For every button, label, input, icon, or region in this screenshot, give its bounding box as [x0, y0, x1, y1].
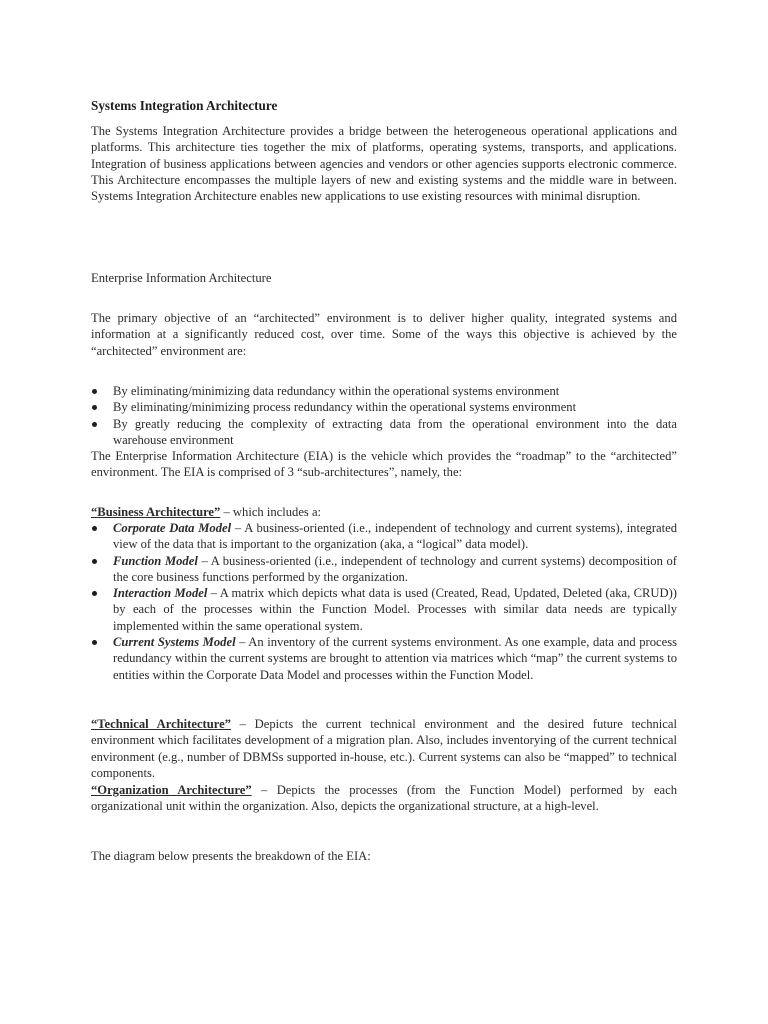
list-item: Current Systems Model – An inventory of the current systems environment. As one example, data and process redundancy within the current systems are brought to attention via matrices which “map” the current systems to entities within the Corporate Data Model and processes within the Function Model.	[91, 634, 677, 683]
bullet-icon	[92, 405, 97, 410]
list-item: Interaction Model – A matrix which depicts what data is used (Created, Read, Updated, Deleted (aka, CRUD)) by each of the processes within the Function Model. Processes with similar data needs are typically implemented within the same operational system.	[91, 585, 677, 634]
business-architecture-term: “Business Architecture”	[91, 505, 221, 519]
section-title-systems-integration: Systems Integration Architecture	[91, 98, 278, 113]
current-systems-model-term: Current Systems Model	[113, 635, 236, 650]
bullet-icon	[92, 389, 97, 394]
list-item: By eliminating/minimizing process redundancy within the operational systems environment	[91, 399, 677, 415]
organization-architecture-paragraph: “Organization Architecture” – Depicts the processes (from the Function Model) performed by each organizational unit within the organization. Also, depicts the organizational structure, at a high-level.	[91, 783, 677, 814]
list-item: Function Model – A business-oriented (i.e., independent of technology and current systems) decomposition of the core business functions performed by the organization.	[91, 553, 677, 586]
function-model-term: Function Model	[113, 553, 198, 568]
bullet-icon	[92, 422, 97, 427]
diagram-intro-text: The diagram below presents the breakdown of the EIA:	[91, 849, 371, 863]
list-item: Corporate Data Model – A business-oriented (i.e., independent of technology and current systems), integrated view of the data that is important to the organization (aka, a “logical” data model).	[91, 520, 677, 553]
technical-architecture-paragraph: “Technical Architecture” – Depicts the current technical environment and the desired future technical environment which facilitates development of a migration plan. Also, includes inventorying of the current technical environment (e.g., number of DBMSs supported in-house, etc.). Current systems can also be “mapped” to technical components.	[91, 717, 677, 780]
list-item: By eliminating/minimizing data redundancy within the operational systems environment	[91, 383, 677, 399]
corporate-data-model-term: Corporate Data Model	[113, 521, 232, 535]
business-architecture-list	[91, 520, 677, 683]
business-architecture-heading: “Business Architecture” – which includes a:	[91, 505, 322, 519]
interaction-model-term: Interaction Model	[113, 586, 208, 601]
section-title-enterprise-information: Enterprise Information Architecture	[91, 271, 272, 285]
objective-bullet-list	[91, 383, 677, 448]
eia-definition-paragraph: The Enterprise Information Architecture (EIA) is the vehicle which provides the “roadmap” to the “architected” environment. The EIA is comprised of 3 “sub-architectures”, namely, the:	[91, 449, 677, 480]
bullet-icon	[92, 640, 97, 645]
technical-architecture-term: “Technical Architecture”	[91, 717, 231, 731]
systems-integration-paragraph: The Systems Integration Architecture provides a bridge between the heterogeneous operational applications and platforms. This architecture ties together the mix of platforms, operating systems, transports, and applications. Integration of business applications between agencies and vendors or other agencies supports electronic commerce. This Architecture encompasses the multiple layers of new and existing systems and the middle ware in between. Systems Integration Architecture enables new applications to use existing resources with minimal disruption.	[91, 124, 677, 204]
eia-intro-paragraph: The primary objective of an “architected” environment is to deliver higher quality, integrated systems and information at a significantly reduced cost, over time. Some of the ways this objective is achieved by the “architected” environment are:	[91, 311, 677, 358]
bullet-icon	[92, 559, 97, 564]
list-item: By greatly reducing the complexity of extracting data from the operational environment into the data warehouse environment	[91, 416, 677, 449]
bullet-icon	[92, 526, 97, 531]
organization-architecture-term: “Organization Architecture”	[91, 783, 252, 797]
bullet-icon	[92, 591, 97, 596]
